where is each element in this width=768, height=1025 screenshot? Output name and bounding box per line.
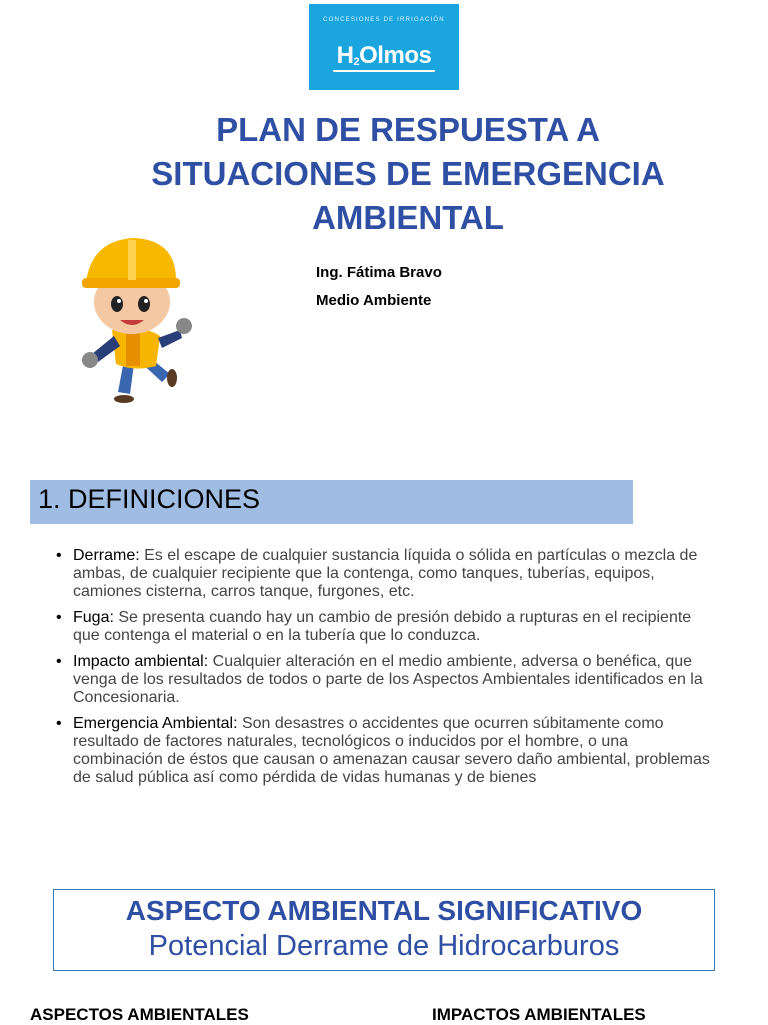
section-header xyxy=(30,480,633,524)
construction-worker-icon xyxy=(72,232,202,408)
bullet-icon: • xyxy=(56,547,62,564)
definition-text: Cualquier alteración en el medio ambiente, adversa o benéfica, que venga de los resultados de todos o parte de los Aspectos Ambientales identificados en la Concesionaria. xyxy=(73,653,703,706)
list-item xyxy=(56,653,716,707)
column-heading-impacts: IMPACTOS AMBIENTALES xyxy=(432,1005,646,1024)
list-item xyxy=(56,547,716,601)
aspect-subtitle: Potencial Derrame de Hidrocarburos xyxy=(148,930,620,962)
list-item xyxy=(56,609,716,645)
definition-term: Impacto ambiental: xyxy=(73,653,209,670)
logo-wordmark: $H_2Olmos$ xyxy=(336,42,432,69)
aspect-callout xyxy=(53,889,715,971)
bullet-icon: • xyxy=(56,653,62,670)
author-block xyxy=(316,259,442,315)
definition-term: Fuga: xyxy=(73,609,114,626)
aspect-title: ASPECTO AMBIENTAL SIGNIFICATIVO xyxy=(125,895,643,926)
column-heading-aspects: ASPECTOS AMBIENTALES xyxy=(30,1005,249,1024)
logo-tagline: CONCESIONES DE IRRIGACIÓN xyxy=(323,17,445,23)
title-line-1: PLAN DE RESPUESTA A xyxy=(216,111,600,148)
company-logo xyxy=(309,4,459,90)
list-item xyxy=(56,715,716,787)
logo-underline xyxy=(333,70,435,72)
author-name: Ing. Fátima Bravo xyxy=(316,264,442,281)
definition-text: Se presenta cuando hay un cambio de presión debido a rupturas en el recipiente que contenga el material o en la tubería que lo conduzca. xyxy=(73,609,692,644)
definition-text: Son desastres o accidentes que ocurren súbitamente como resultado de factores naturales, tecnológicos o inducidos por el hombre, o una combinación de éstos que causan o amenazan causar severo daño ambiental, problemas de salud pública así como pérdida de vidas humanas y de bienes xyxy=(73,715,710,786)
document-title xyxy=(80,108,736,240)
definition-term: Derrame: xyxy=(73,547,140,564)
title-line-3: AMBIENTAL xyxy=(312,199,504,236)
bullet-icon: • xyxy=(56,609,62,626)
definition-term: Emergencia Ambiental: xyxy=(73,715,238,732)
definition-text: Es el escape de cualquier sustancia líquida o sólida en partículas o mezcla de ambas, de cualquier recipiente que la contenga, como tanques, tuberías, equipos, camiones cisterna, carros tanque, furgones, etc. xyxy=(73,547,698,600)
bullet-icon: • xyxy=(56,715,62,732)
title-line-2: SITUACIONES DE EMERGENCIA xyxy=(151,155,665,192)
definitions-list xyxy=(56,547,716,795)
author-department: Medio Ambiente xyxy=(316,292,432,309)
section-title: 1. DEFINICIONES xyxy=(38,484,261,514)
